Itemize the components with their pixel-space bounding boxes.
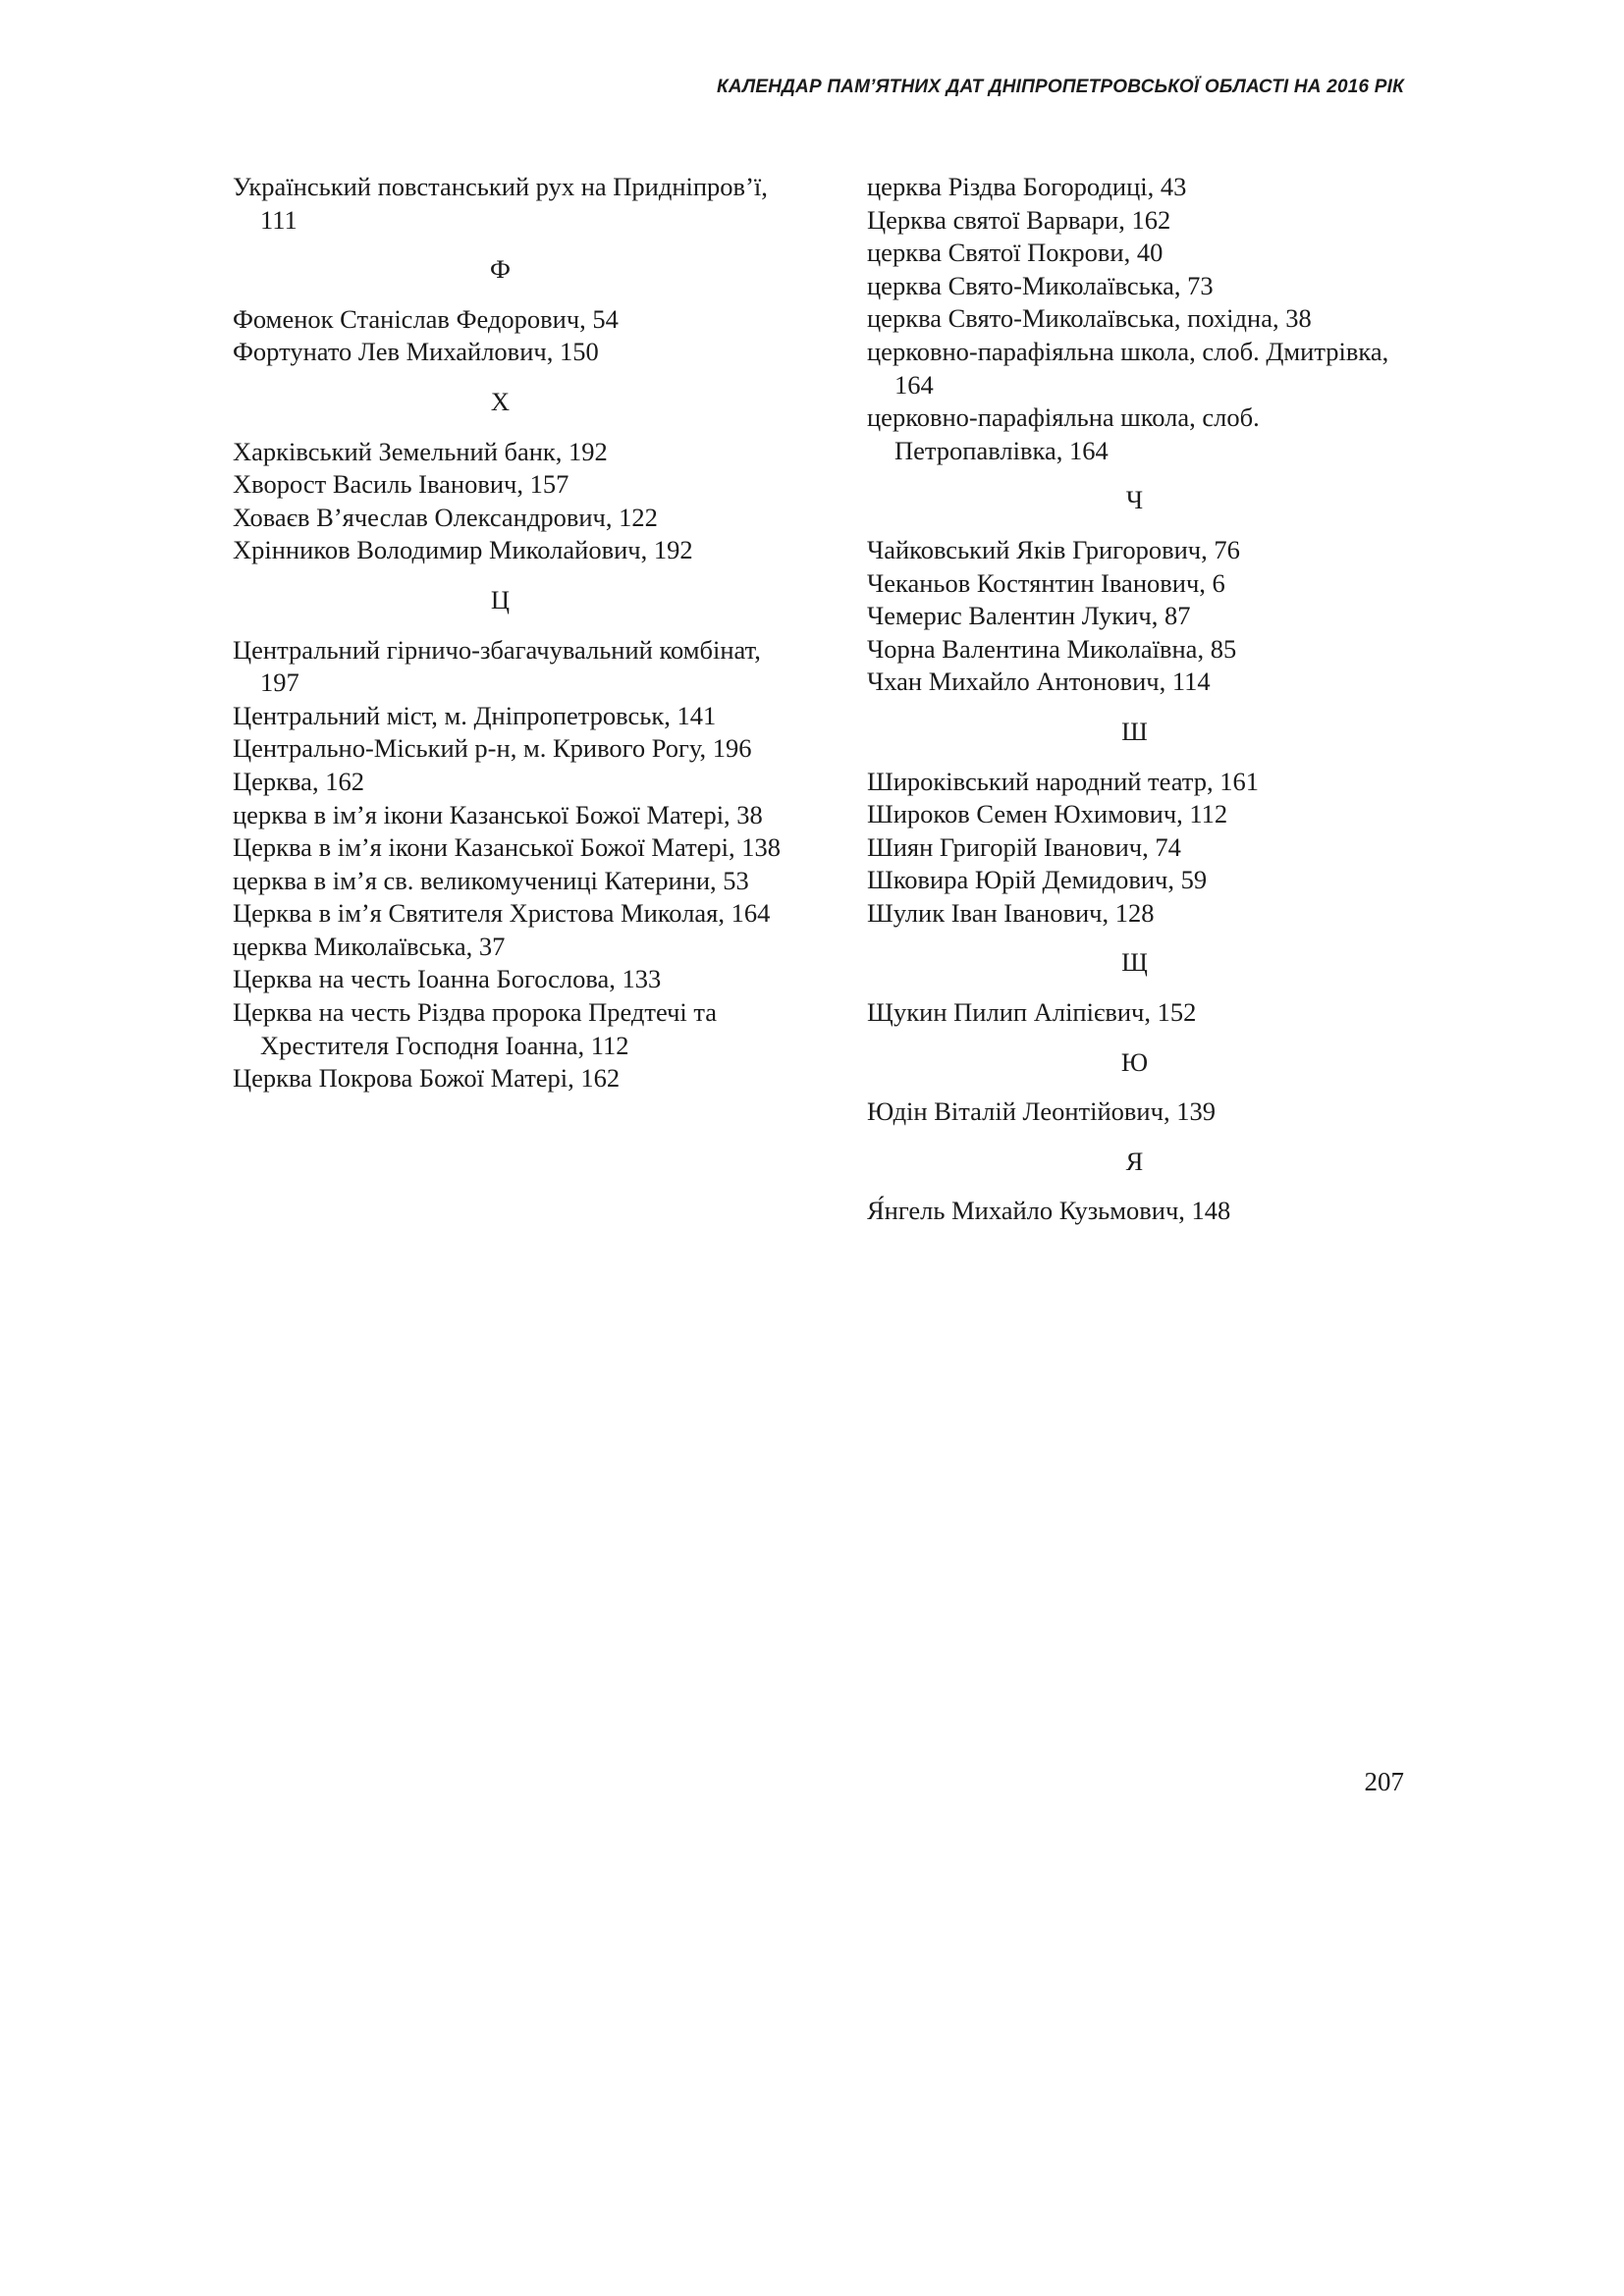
section-letter: Х: [490, 386, 511, 416]
index-column-right: [867, 171, 1397, 1228]
section-letter: Щ: [1121, 947, 1148, 978]
index-entry: церква Святої Покрови, 40: [867, 238, 1164, 268]
index-entry: Церква Покрова Божої Матері, 162: [233, 1063, 621, 1094]
index-entry: церква в ім’я ікони Казанської Божої Матері, 38: [233, 799, 763, 829]
index-entry: Центральний гірничо-збагачувальний комбінат, 197: [233, 634, 761, 698]
index-entry: Чайковський Яків Григорович, 76: [867, 534, 1240, 564]
index-entry: Чеканьов Костянтин Іванович, 6: [867, 567, 1225, 598]
index-entry: Церква на честь Іоанна Богослова, 133: [233, 964, 662, 994]
index-column-left: [233, 171, 783, 1095]
index-entry: Шулик Іван Іванович, 128: [867, 897, 1155, 928]
section-letter: Ч: [1125, 485, 1144, 515]
index-entry: церква Свято-Миколаївська, похідна, 38: [867, 303, 1312, 334]
index-entry: Чхан Михайло Антонович, 114: [867, 667, 1211, 697]
section-letter: Ш: [1121, 716, 1148, 746]
index-entry: Хрінников Володимир Миколайович, 192: [233, 535, 693, 565]
index-entry: Хворост Василь Іванович, 157: [233, 469, 569, 500]
running-header: КАЛЕНДАР ПАМ’ЯТНИХ ДАТ ДНІПРОПЕТРОВСЬКОЇ ОБЛАСТІ НА 2016 РІК: [717, 77, 1404, 97]
index-entry: Церква святої Варвари, 162: [867, 204, 1171, 235]
index-entry: Ховаєв В’ячеслав Олександрович, 122: [233, 502, 658, 532]
index-entry: Широківський народний театр, 161: [867, 766, 1259, 796]
index-entry: церква Свято-Миколаївська, 73: [867, 270, 1214, 300]
index-entry: Щукин Пилип Аліпієвич, 152: [867, 997, 1197, 1028]
index-entry: Церква в ім’я ікони Казанської Божої Матері, 138: [233, 832, 782, 863]
index-entry: церковно-парафіяльна школа, слоб. Петропавлівка, 164: [867, 402, 1260, 465]
section-letter: Ц: [490, 584, 511, 614]
index-entry: Чемерис Валентин Лукич, 87: [867, 601, 1191, 631]
index-entry: Я́нгель Михайло Кузьмович, 148: [867, 1196, 1231, 1226]
index-entry: церковно-парафіяльна школа, слоб. Дмитрівка, 164: [867, 336, 1389, 400]
index-entry: Центральний міст, м. Дніпропетровськ, 141: [233, 700, 717, 730]
index-entry: Український повстанський рух на Придніпров’ї, 111: [233, 172, 768, 235]
index-entry: Фоменок Станіслав Федорович, 54: [233, 303, 619, 334]
index-entry: Широков Семен Юхимович, 112: [867, 799, 1228, 829]
index-entry: Шиян Григорій Іванович, 74: [867, 831, 1181, 862]
section-letter: Ю: [1120, 1046, 1149, 1077]
index-entry: церква в ім’я св. великомучениці Катерини, 53: [233, 865, 749, 895]
index-entry: церква Миколаївська, 37: [233, 931, 506, 961]
index-entry: Церква на честь Різдва пророка Предтечі та Хрестителя Господня Іоанна, 112: [233, 997, 718, 1060]
page-number: 207: [1364, 1767, 1404, 1796]
index-entry: Чорна Валентина Миколаївна, 85: [867, 633, 1237, 664]
index-entry: Шковира Юрій Демидович, 59: [867, 865, 1208, 895]
index-entry: Церква, 162: [233, 766, 364, 796]
index-entry: Юдін Віталій Леонтійович, 139: [867, 1096, 1216, 1127]
section-letter: Я: [1125, 1146, 1144, 1176]
index-entry: Центрально-Міський р-н, м. Кривого Рогу, 196: [233, 733, 752, 764]
index-entry: Фортунато Лев Михайлович, 150: [233, 337, 599, 367]
index-entry: церква Різдва Богородиці, 43: [867, 172, 1187, 201]
index-entry: Церква в ім’я Святителя Христова Миколая, 164: [233, 898, 771, 929]
index-entry: Харківський Земельний банк, 192: [233, 436, 608, 466]
section-letter: Ф: [490, 254, 511, 285]
